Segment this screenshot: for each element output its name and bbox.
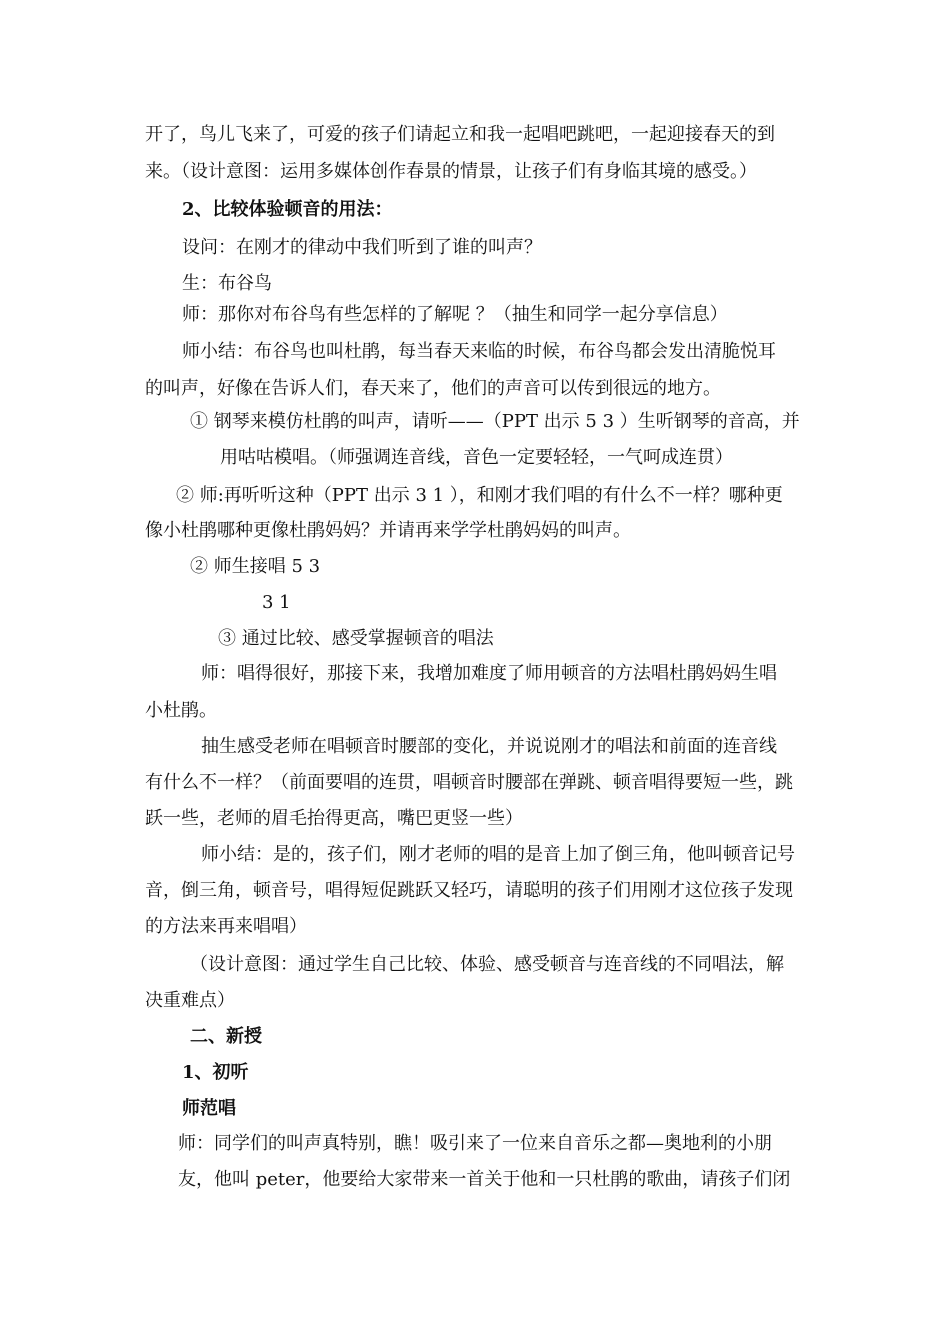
section-heading: 二、新授 [190,1026,262,1047]
list-item: ① 钢琴来模仿杜鹃的叫声，请听——（PPT 出示 5 3 ）生听钢琴的音高，并 [190,411,800,432]
text-line: 师：唱得很好，那接下来，我增加难度了师用顿音的方法唱杜鹃妈妈生唱 [201,663,777,684]
subsection-heading: 1、初听 [182,1062,249,1083]
text-line: 小杜鹃。 [145,700,217,721]
text-line: 有什么不一样？（前面要唱的连贯，唱顿音时腰部在弹跳、顿音唱得要短一些，跳 [145,772,793,793]
list-item: ② 师:再听听这种（PPT 出示 3 1 ），和刚才我们唱的有什么不一样？哪种更 [176,485,783,506]
subsection-heading: 师范唱 [182,1098,236,1119]
text-line: 抽生感受老师在唱顿音时腰部的变化，并说说刚才的唱法和前面的连音线 [201,736,777,757]
text-line: （设计意图：通过学生自己比较、体验、感受顿音与连音线的不同唱法，解 [190,954,784,975]
text-line: 设问：在刚才的律动中我们听到了谁的叫声？ [182,237,542,258]
text-line: 来。（设计意图：运用多媒体创作春景的情景，让孩子们有身临其境的感受。） [145,161,757,182]
text-line: 师：同学们的叫声真特别，瞧！吸引来了一位来自音乐之都—奥地利的小朋 [178,1133,772,1154]
text-line: 音，倒三角，顿音号，唱得短促跳跃又轻巧，请聪明的孩子们用刚才这位孩子发现 [145,880,793,901]
text-line: 跃一些，老师的眉毛抬得更高，嘴巴更竖一些） [145,808,523,829]
text-line: 师：那你对布谷鸟有些怎样的了解呢 ？（抽生和同学一起分享信息） [182,304,728,325]
text-line: 的方法来再来唱唱） [145,916,307,937]
text-line: 用咕咕模唱。（师强调连音线，音色一定要轻轻，一气呵成连贯） [220,447,733,468]
notation-line: 3 1 [262,592,291,613]
text-line: 师小结：布谷鸟也叫杜鹃，每当春天来临的时候，布谷鸟都会发出清脆悦耳 [182,341,776,362]
list-item: ② 师生接唱 5 3 [190,556,321,577]
text-line: 生：布谷鸟 [182,273,272,294]
text-line: 友，他叫 peter，他要给大家带来一首关于他和一只杜鹃的歌曲，请孩子们闭 [178,1169,791,1190]
list-item: ③ 通过比较、感受掌握顿音的唱法 [218,628,494,649]
text-line: 的叫声，好像在告诉人们，春天来了，他们的声音可以传到很远的地方。 [145,378,721,399]
section-heading: 2、比较体验顿音的用法： [182,199,393,220]
text-line: 开了，鸟儿飞来了，可爱的孩子们请起立和我一起唱吧跳吧，一起迎接春天的到 [145,124,775,145]
text-line: 像小杜鹃哪种更像杜鹃妈妈？并请再来学学杜鹃妈妈的叫声。 [145,520,631,541]
text-line: 师小结：是的，孩子们，刚才老师的唱的是音上加了倒三角，他叫顿音记号 [201,844,795,865]
text-line: 决重难点） [145,990,235,1011]
